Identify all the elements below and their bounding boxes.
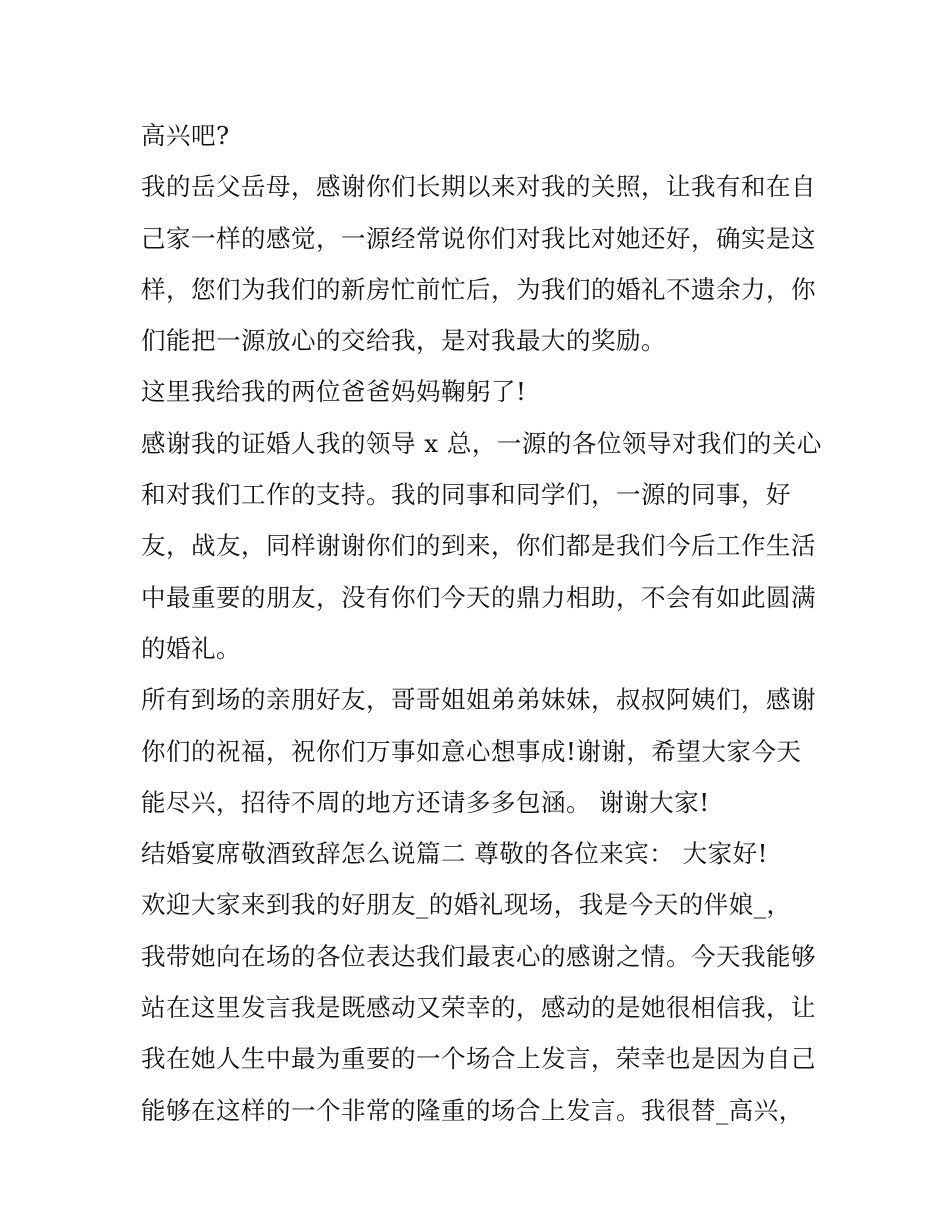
- text-line: 高兴吧?: [141, 121, 230, 150]
- text-line: 站在这里发言我是既感动又荣幸的，感动的是她很相信我，让: [141, 993, 816, 1023]
- text-line: 样，您们为我们的新房忙前忙后，为我们的婚礼不遗余力，你: [141, 274, 816, 304]
- text-line: 能尽兴，招待不周的地方还请多多包涵。 谢谢大家!: [141, 787, 710, 817]
- text-line: 我带她向在场的各位表达我们最衷心的感谢之情。今天我能够: [141, 941, 816, 971]
- text-line: 友，战友，同样谢谢你们的到来，你们都是我们今后工作生活: [141, 531, 816, 561]
- text-line: 能够在这样的一个非常的隆重的场合上发言。我很替_高兴，: [141, 1095, 804, 1125]
- text-line: 所有到场的亲朋好友，哥哥姐姐弟弟妹妹，叔叔阿姨们，感谢: [141, 685, 816, 715]
- text-line: 我在她人生中最为重要的一个场合上发言，荣幸也是因为自己: [141, 1044, 816, 1074]
- text-line: 中最重要的朋友，没有你们今天的鼎力相助，不会有如此圆满: [141, 582, 816, 612]
- text-line: 和对我们工作的支持。我的同事和同学们，一源的同事，好: [141, 480, 791, 510]
- text-line: 们能把一源放心的交给我，是对我最大的奖励。: [141, 326, 666, 356]
- document-body: [141, 110, 822, 1136]
- text-line: 你们的祝福，祝你们万事如意心想事成!谢谢，希望大家今天: [141, 736, 802, 766]
- text-line: 我的岳父岳母，感谢你们长期以来对我的关照，让我有和在自: [141, 172, 816, 202]
- text-line: 感谢我的证婚人我的领导 x 总，一源的各位领导对我们的关心: [141, 428, 822, 458]
- text-line: 结婚宴席敬酒致辞怎么说篇二 尊敬的各位来宾： 大家好!: [141, 839, 768, 869]
- text-line: 己家一样的感觉，一源经常说你们对我比对她还好，确实是这: [141, 223, 816, 253]
- text-line: 欢迎大家来到我的好朋友_的婚礼现场，我是今天的伴娘_，: [141, 890, 792, 920]
- text-line: 的婚礼。: [141, 633, 241, 663]
- text-line: 这里我给我的两位爸爸妈妈鞠躬了!: [141, 377, 527, 407]
